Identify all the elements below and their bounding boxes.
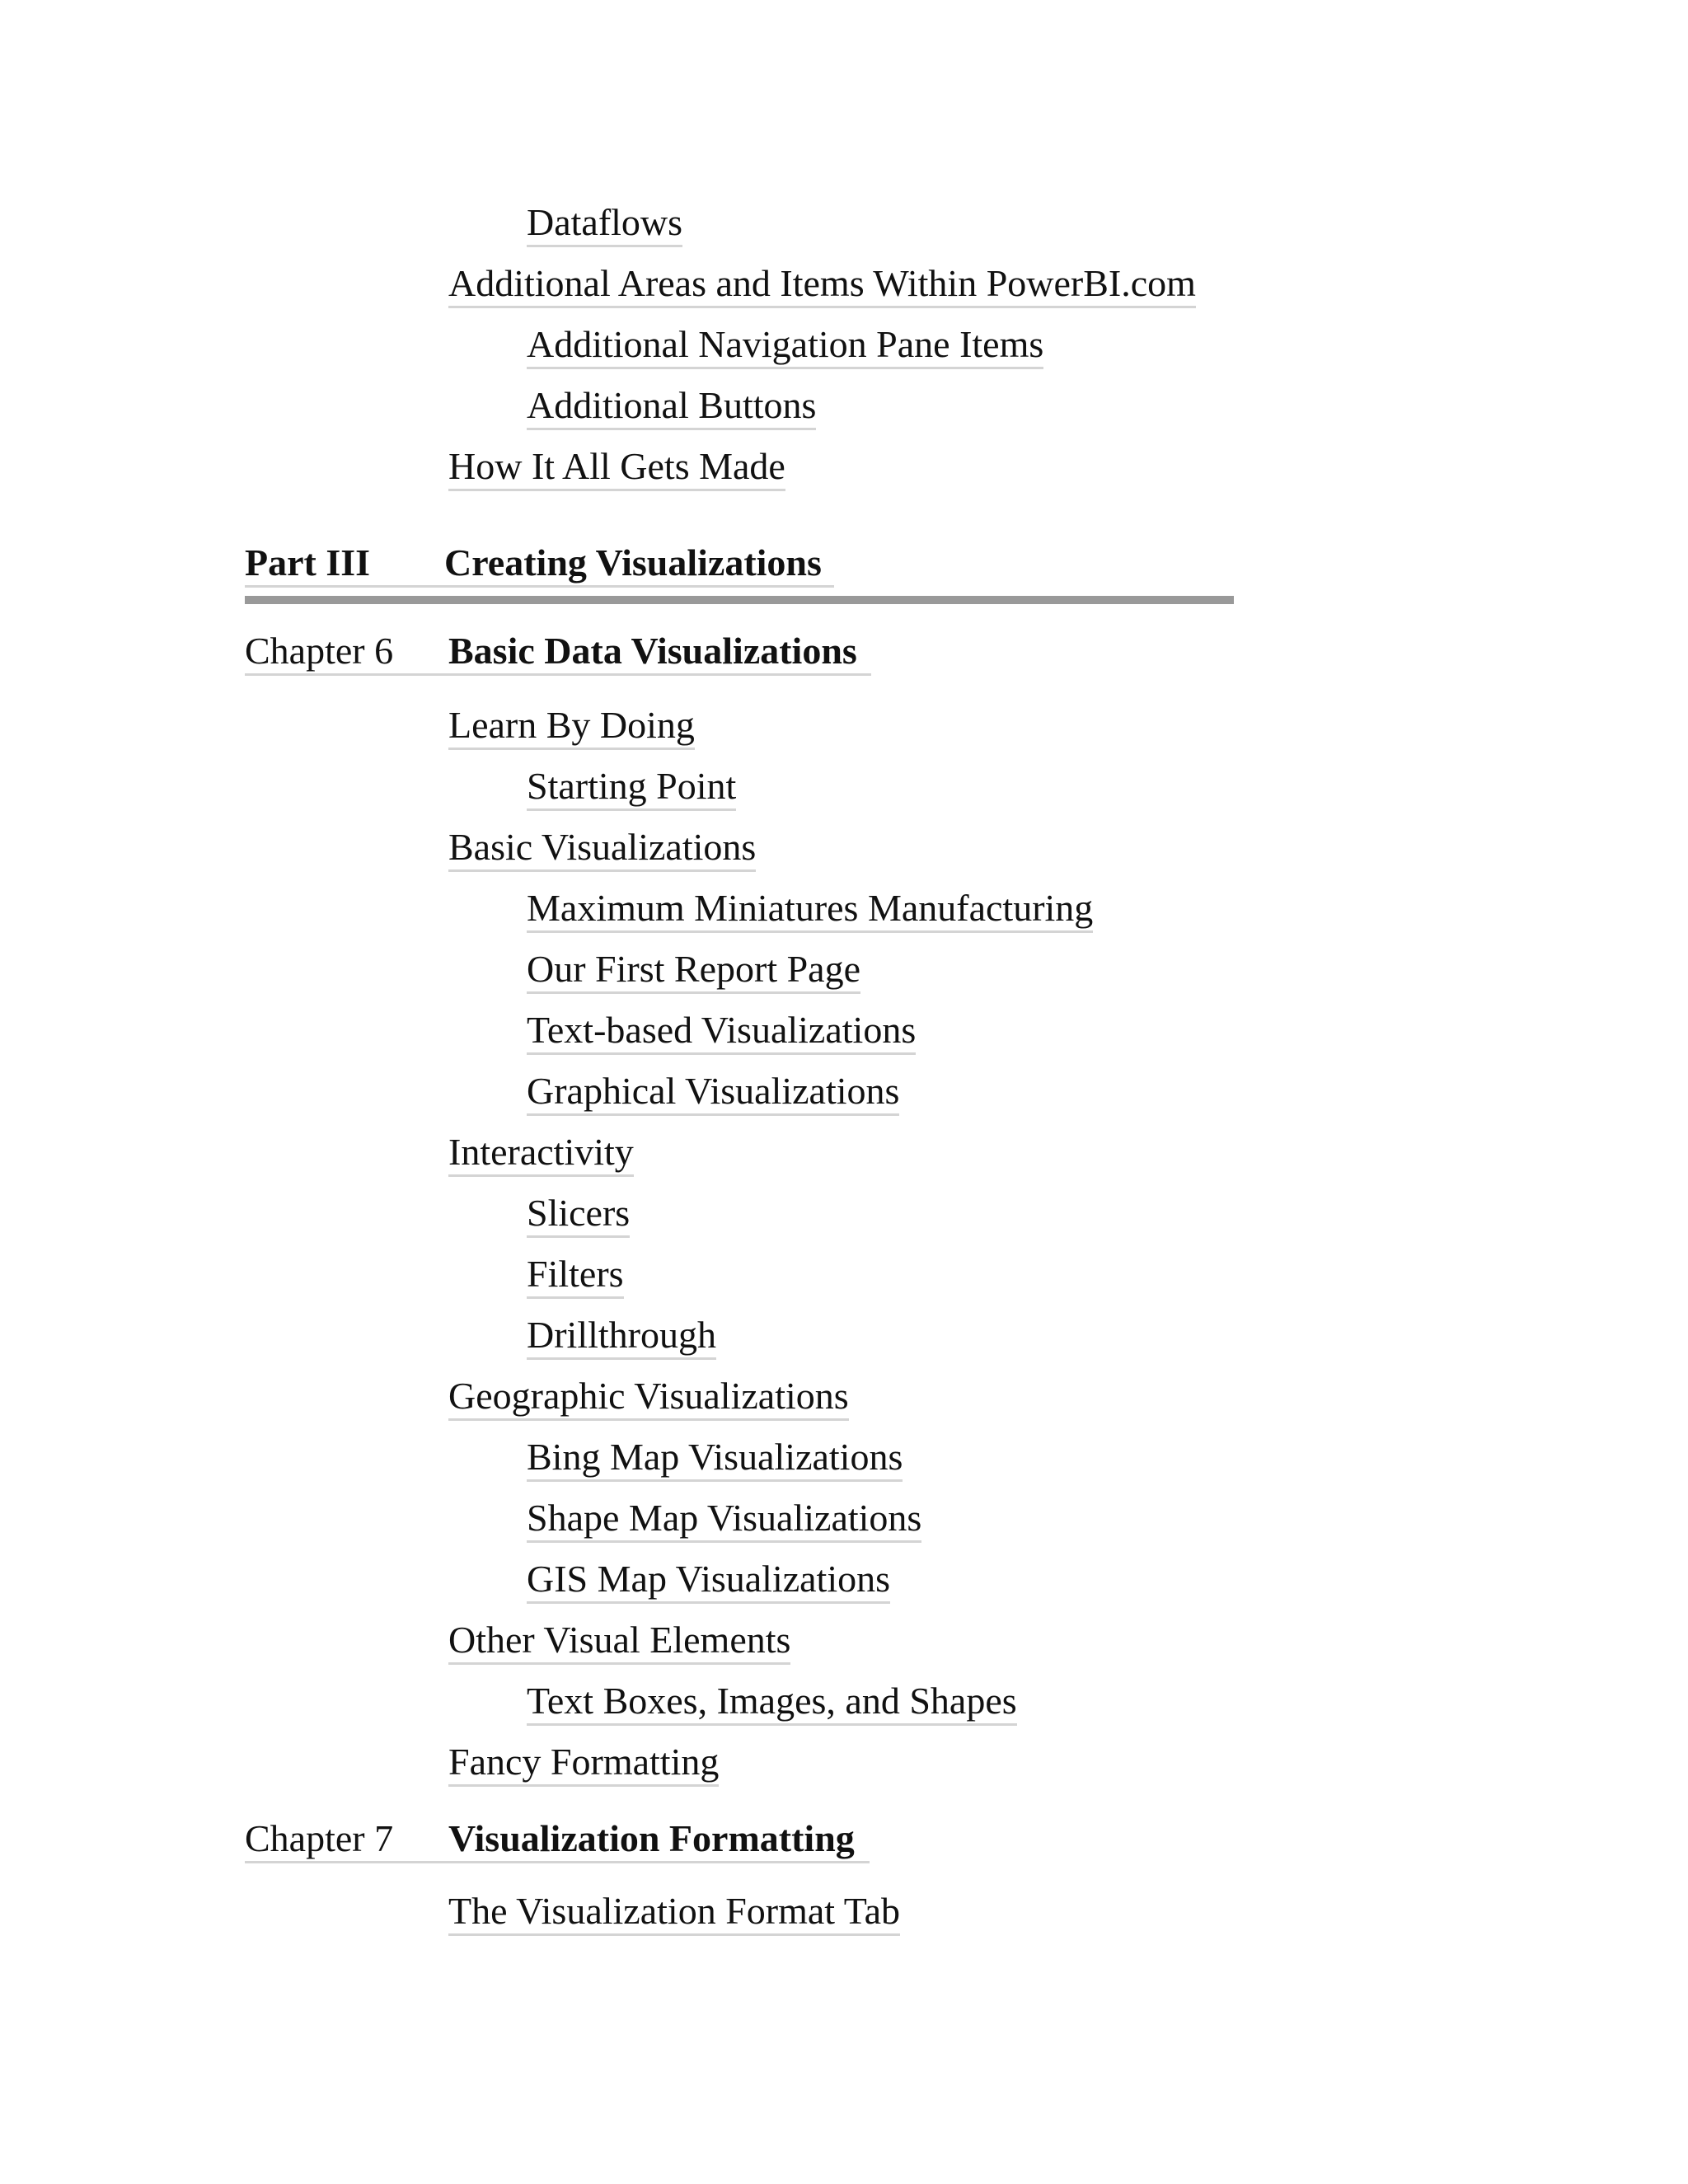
part-title[interactable]: Creating Visualizations (444, 541, 822, 583)
toc-entry-additional-buttons[interactable]: Additional Buttons (527, 387, 816, 430)
toc-entry-starting-point[interactable]: Starting Point (527, 767, 736, 811)
toc-entry-basic-visualizations[interactable]: Basic Visualizations (448, 828, 756, 872)
toc-entry-drillthrough[interactable]: Drillthrough (527, 1316, 716, 1360)
toc-entry-slicers[interactable]: Slicers (527, 1194, 630, 1238)
chapter-7-title[interactable]: Visualization Formatting (448, 1817, 855, 1859)
toc-entry-text-boxes-images-shapes[interactable]: Text Boxes, Images, and Shapes (527, 1682, 1017, 1726)
toc-entry-other-visual-elements[interactable]: Other Visual Elements (448, 1621, 790, 1665)
part-divider (245, 596, 1234, 604)
chapter-6-number: Chapter 6 (245, 630, 394, 672)
toc-entry-additional-navigation-pane-items[interactable]: Additional Navigation Pane Items (527, 326, 1043, 369)
chapter-6-heading (245, 632, 871, 676)
part-heading (245, 541, 834, 588)
chapter-7-number: Chapter 7 (245, 1817, 394, 1859)
toc-entry-text-based-visualizations[interactable]: Text-based Visualizations (527, 1011, 916, 1055)
toc-entry-additional-areas[interactable]: Additional Areas and Items Within PowerBI.com (448, 265, 1196, 308)
toc-entry-interactivity[interactable]: Interactivity (448, 1133, 634, 1177)
toc-entry-shape-map-visualizations[interactable]: Shape Map Visualizations (527, 1499, 921, 1543)
toc-entry-maximum-miniatures[interactable]: Maximum Miniatures Manufacturing (527, 889, 1093, 933)
chapter-6-title[interactable]: Basic Data Visualizations (448, 630, 857, 672)
toc-entry-learn-by-doing[interactable]: Learn By Doing (448, 706, 695, 750)
toc-entry-graphical-visualizations[interactable]: Graphical Visualizations (527, 1072, 899, 1116)
chapter-7-heading (245, 1817, 870, 1863)
toc-entry-bing-map-visualizations[interactable]: Bing Map Visualizations (527, 1438, 903, 1482)
part-number: Part III (245, 541, 371, 583)
toc-entry-visualization-format-tab[interactable]: The Visualization Format Tab (448, 1892, 900, 1936)
toc-entry-our-first-report-page[interactable]: Our First Report Page (527, 950, 860, 994)
toc-entry-geographic-visualizations[interactable]: Geographic Visualizations (448, 1377, 849, 1421)
toc-entry-filters[interactable]: Filters (527, 1255, 624, 1299)
toc-entry-gis-map-visualizations[interactable]: GIS Map Visualizations (527, 1560, 890, 1604)
toc-entry-fancy-formatting[interactable]: Fancy Formatting (448, 1743, 719, 1787)
toc-entry-dataflows[interactable]: Dataflows (527, 204, 682, 247)
toc-entry-how-it-all-gets-made[interactable]: How It All Gets Made (448, 448, 785, 491)
